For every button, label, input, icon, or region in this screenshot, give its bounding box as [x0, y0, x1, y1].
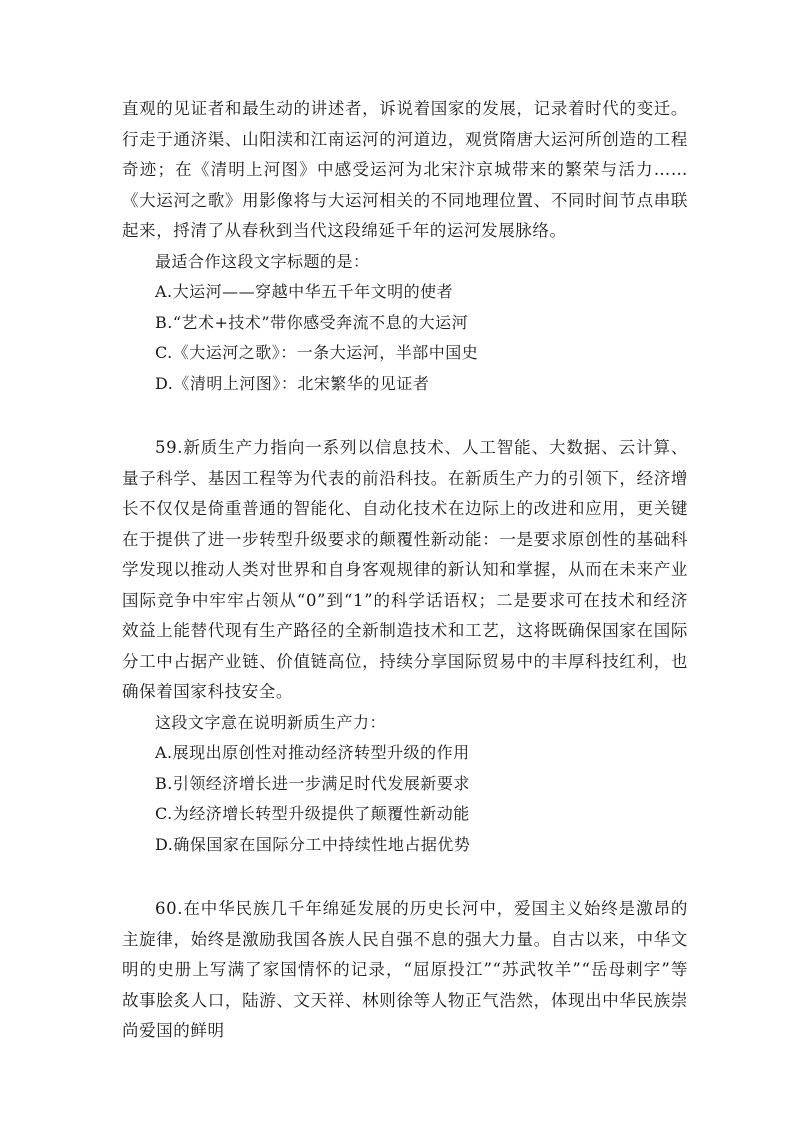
- q58-option-a: A.大运河——穿越中华五千年文明的使者: [155, 282, 454, 301]
- question-60: [122, 894, 688, 1047]
- q58-option-c: C.《大运河之歌》：一条大运河，半部中国史: [155, 343, 479, 362]
- q59-passage: 59.新质生产力指向一系列以信息技术、人工智能、大数据、云计算、量子科学、基因工程等为代表的前沿科技。在新质生产力的引领下，经济增长不仅仅是倚重普通的智能化、自动化技术在边际上的改进和应用，更关键在于提供了进一步转型升级要求的颠覆性新动能：一是要求原创性的基础科学发现以推动人类对世界和自身客观规律的新认知和掌握，从而在未来产业国际竞争中牢牢占领从“0”到“1”的科学话语权；二是要求可在技术和经济效益上能替代现有生产路径的全新制造技术和工艺，这将既确保国家在国际分工中占据产业链、价值链高位，持续分享国际贸易中的丰厚科技红利，也确保着国家科技安全。: [122, 438, 688, 701]
- q59-stem: 这段文字意在说明新质生产力：: [155, 712, 387, 732]
- q59-option-a: A.展现出原创性对推动经济转型升级的作用: [155, 743, 470, 762]
- question-59: [122, 433, 688, 860]
- q59-option-c: C.为经济增长转型升级提供了颠覆性新动能: [155, 804, 470, 823]
- q58-passage: 直观的见证者和最生动的讲述者，诉说着国家的发展，记录着时代的变迁。行走于通济渠、山阳渎和江南运河的河道边，观赏隋唐大运河所创造的工程奇迹；在《清明上河图》中感受运河为北宋汴京城带来的繁荣与活力……《大运河之歌》用影像将与大运河相关的不同地理位置、不同时间节点串联起来，捋清了从春秋到当代这段绵延千年的运河发展脉络。: [122, 99, 688, 240]
- q58-option-d: D.《清明上河图》：北宋繁华的见证者: [155, 373, 430, 393]
- question-58-continuation: [122, 94, 688, 399]
- q58-options: [122, 277, 688, 399]
- q58-option-b: B.“艺术+技术”带你感受奔流不息的大运河: [155, 312, 469, 332]
- q59-options: [122, 738, 688, 860]
- document-page: [122, 94, 688, 1047]
- spacer: [122, 399, 688, 433]
- q58-stem: 最适合作这段文字标题的是：: [155, 251, 370, 271]
- q60-passage: 60.在中华民族几千年绵延发展的历史长河中，爱国主义始终是激昂的主旋律，始终是激励我国各族人民自强不息的强大力量。自古以来，中华文明的史册上写满了家国情怀的记录，“屈原投江”“苏武牧羊”“岳母刺字”等故事脍炙人口，陆游、文天祥、林则徐等人物正气浩然，体现出中华民族崇尚爱国的鲜明: [122, 899, 688, 1040]
- q59-option-d: D.确保国家在国际分工中持续性地占据优势: [155, 834, 471, 854]
- spacer: [122, 860, 688, 894]
- q59-option-b: B.引领经济增长进一步满足时代发展新要求: [155, 773, 470, 793]
